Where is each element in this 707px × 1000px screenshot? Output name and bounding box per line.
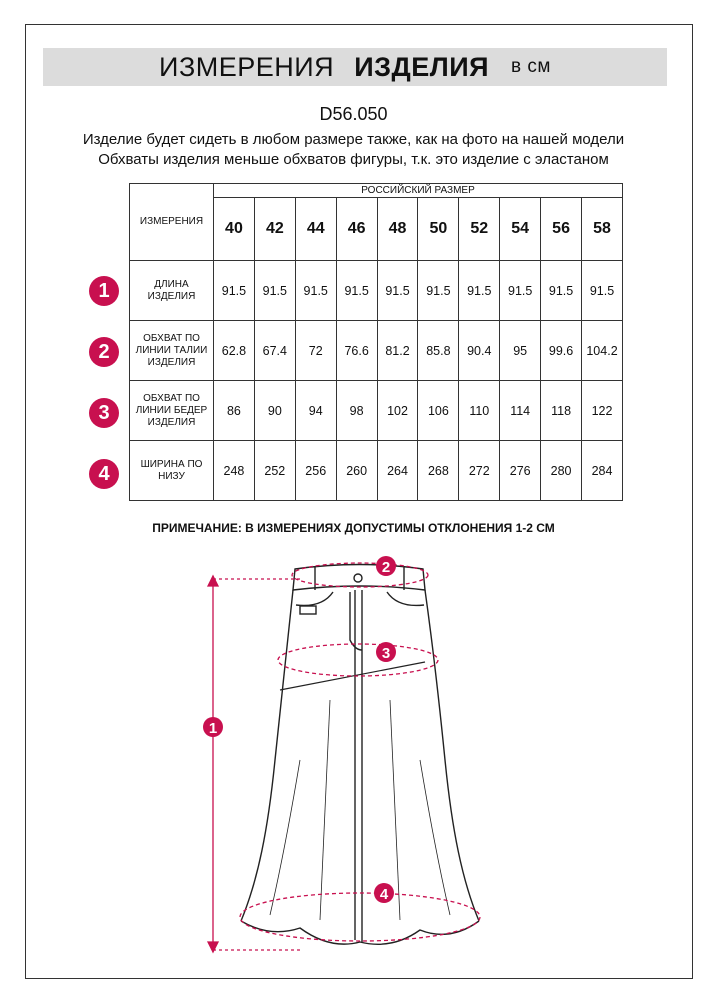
- table-cell: 91.5: [295, 261, 336, 321]
- table-cell: 114: [500, 381, 541, 441]
- table-cell: 99.6: [541, 321, 582, 381]
- elastane-note: Обхваты изделия меньше обхватов фигуры, т.к. это изделие с эластаном: [98, 151, 609, 168]
- skirt-outline: [241, 565, 479, 945]
- table-cell: 284: [582, 441, 623, 501]
- table-cell: 91.5: [541, 261, 582, 321]
- table-cell: 118: [541, 381, 582, 441]
- table-cell: 91.5: [500, 261, 541, 321]
- size-header: 46: [336, 198, 377, 261]
- table-row: [130, 381, 623, 441]
- table-cell: 260: [336, 441, 377, 501]
- size-header: 40: [214, 198, 255, 261]
- table-cell: 86: [214, 381, 255, 441]
- title-word-measurements: ИЗМЕРЕНИЯ: [159, 51, 335, 82]
- diagram-marker-1: [203, 717, 223, 737]
- size-header: 52: [459, 198, 500, 261]
- russian-size-header: РОССИЙСКИЙ РАЗМЕР: [214, 184, 623, 198]
- table-row: [130, 261, 623, 321]
- table-cell: 252: [254, 441, 295, 501]
- measure-column-header: ИЗМЕРЕНИЯ: [130, 184, 214, 261]
- table-cell: 72: [295, 321, 336, 381]
- measure-badge-1: 1: [89, 276, 119, 306]
- table-cell: 91.5: [214, 261, 255, 321]
- table-cell: 268: [418, 441, 459, 501]
- skirt-measurement-diagram: [0, 540, 707, 980]
- table-cell: 91.5: [459, 261, 500, 321]
- table-cell: 122: [582, 381, 623, 441]
- table-cell: 90: [254, 381, 295, 441]
- row-label: ШИРИНА ПО НИЗУ: [130, 441, 214, 501]
- row-label: ОБХВАТ ПО ЛИНИИ БЕДЕР ИЗДЕЛИЯ: [130, 381, 214, 441]
- table-cell: 102: [377, 381, 418, 441]
- table-cell: 76.6: [336, 321, 377, 381]
- table-cell: 67.4: [254, 321, 295, 381]
- table-cell: 264: [377, 441, 418, 501]
- diagram-marker-label: 1: [208, 720, 218, 737]
- row-label: ОБХВАТ ПО ЛИНИИ ТАЛИИ ИЗДЕЛИЯ: [130, 321, 214, 381]
- table-cell: 94: [295, 381, 336, 441]
- fit-note: Изделие будет сидеть в любом размере также, как на фото на нашей модели: [82, 131, 625, 148]
- measure-badge-3: 3: [89, 398, 119, 428]
- table-cell: 98: [336, 381, 377, 441]
- table-cell: 91.5: [336, 261, 377, 321]
- table-cell: 81.2: [377, 321, 418, 381]
- diagram-marker-4: [374, 883, 394, 903]
- measurement-lines: [208, 563, 480, 952]
- diagram-marker-label: 4: [379, 886, 389, 903]
- table-cell: 91.5: [377, 261, 418, 321]
- table-cell: 256: [295, 441, 336, 501]
- size-header: 44: [295, 198, 336, 261]
- size-chart-table: [129, 183, 623, 501]
- table-cell: 280: [541, 441, 582, 501]
- article-code: D56.050: [319, 104, 388, 124]
- table-cell: 91.5: [418, 261, 459, 321]
- table-cell: 91.5: [254, 261, 295, 321]
- table-cell: 248: [214, 441, 255, 501]
- title-banner: [43, 48, 667, 86]
- table-cell: 85.8: [418, 321, 459, 381]
- table-cell: 110: [459, 381, 500, 441]
- table-row: [130, 321, 623, 381]
- diagram-marker-label: 3: [381, 645, 391, 662]
- size-header: 56: [541, 198, 582, 261]
- diagram-marker-3: [376, 642, 396, 662]
- table-row: [130, 441, 623, 501]
- title-unit: в см: [511, 56, 551, 77]
- size-header: 42: [254, 198, 295, 261]
- size-header: 58: [582, 198, 623, 261]
- measure-badge-4: 4: [89, 459, 119, 489]
- measure-badge-2: 2: [89, 337, 119, 367]
- size-header: 54: [500, 198, 541, 261]
- table-cell: 104.2: [582, 321, 623, 381]
- table-cell: 95: [500, 321, 541, 381]
- table-cell: 276: [500, 441, 541, 501]
- size-header: 48: [377, 198, 418, 261]
- table-cell: 91.5: [582, 261, 623, 321]
- diagram-marker-label: 2: [381, 559, 391, 576]
- size-header: 50: [418, 198, 459, 261]
- tolerance-remark: ПРИМЕЧАНИЕ: В ИЗМЕРЕНИЯХ ДОПУСТИМЫ ОТКЛОНЕНИЯ 1-2 СМ: [152, 521, 555, 535]
- table-cell: 272: [459, 441, 500, 501]
- diagram-marker-2: [376, 556, 396, 576]
- title-word-item: ИЗДЕЛИЯ: [354, 51, 490, 82]
- row-label: ДЛИНА ИЗДЕЛИЯ: [130, 261, 214, 321]
- table-cell: 62.8: [214, 321, 255, 381]
- table-cell: 90.4: [459, 321, 500, 381]
- table-cell: 106: [418, 381, 459, 441]
